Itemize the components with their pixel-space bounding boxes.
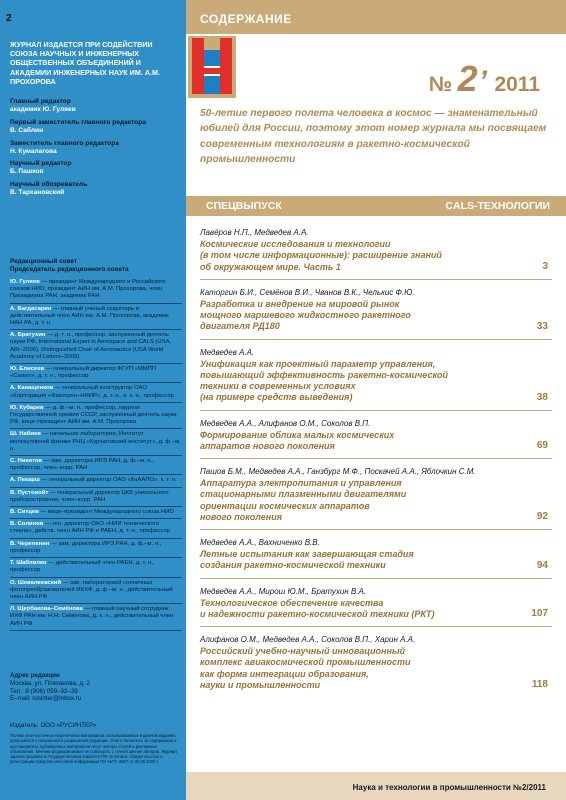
- council-member-desc: — зам. директора ИРЭ РАН, д. ф.–м. н., профессор: [10, 540, 162, 554]
- issue-num: 2: [457, 58, 478, 99]
- special-issue-label: СПЕЦВЫПУСК: [206, 200, 282, 212]
- article-title[interactable]: Унификация как проектный параметр управления, повышающий эффективность ракетно-космической техники в современных условиях (на примере средств выведения): [200, 358, 449, 403]
- council-member-desc: — ген. директор ОАО «НИИ технического стекла», действ. член АИН РФ и РАЕН, д. т. н., профессор: [10, 521, 170, 535]
- council-member: [10, 507, 182, 519]
- staff-entry: [10, 181, 182, 197]
- council-member: [10, 383, 182, 402]
- council-member: [10, 519, 182, 538]
- section-title: СОДЕРЖАНИЕ: [200, 12, 292, 26]
- article-authors: Каторгин Б.И., Семёнов В.И., Чванов В.К., Челькис Ф.Ю.: [200, 287, 415, 297]
- article-authors: Медведев А.А.: [200, 347, 255, 357]
- council-member: [10, 578, 182, 605]
- council-member-name: А. Канащенков: [10, 385, 54, 392]
- article-entry[interactable]: [200, 348, 552, 411]
- issue-year: 2011: [494, 73, 540, 96]
- article-title[interactable]: Летные испытания как завершающая стадия создания ракетно-космической техники: [200, 549, 414, 571]
- council-member-name: А. Братухин: [10, 332, 46, 339]
- council-member-name: А. Багдасарян: [10, 305, 52, 312]
- council-member-desc: — генеральный конструктор ОАО «Корпорация «Фазотрон–НИИР», д. т. н., к. э. н., профессор: [10, 385, 175, 399]
- article-title[interactable]: Аппаратура электропитания и управления стационарными плазменными двигателями ориентации космических аппаратов нового поколения: [200, 478, 407, 522]
- article-entry[interactable]: [200, 587, 552, 628]
- council-member-name: Ю. Гуляев: [10, 279, 40, 285]
- staff-name: В. Саблин: [10, 126, 44, 134]
- fine-print: Полное или частичное перепечатка материалов, использованных в данном издании, допускается с письменного разрешения редакции. Ответственность за содержание и достоверность публикуемых материалов несут авторы статей и рекламные объявления. Мнение редакции может не совпадать с точкой зрения авторов. Журнал зарегистрирован в Государственном комитете РФ по печати. Свидетельство о регистрации средства массовой информации ПИ №77–3887 от 30.06.2000 г.: [10, 733, 177, 765]
- article-list: [200, 228, 552, 705]
- council-member: [10, 304, 182, 331]
- council-member-name: Ш. Набиев: [10, 431, 41, 438]
- article-page-number[interactable]: 38: [536, 391, 548, 403]
- council-member: [10, 403, 182, 430]
- council-member: [10, 364, 182, 383]
- article-title[interactable]: Разработка и внедрение на мировой рынок мощного маршевого жидкостного ракетного двигателя РД180: [200, 298, 411, 332]
- intro-text: 50-летие первого полета человека в космос — знаменательный юбилей для России, поэтому этот номер журнала мы посвящаем современным технологиям в ракетно-космической промышленности: [200, 108, 547, 165]
- article-title[interactable]: Формирование облика малых космических аппаратов нового поколения: [200, 429, 395, 451]
- article-entry[interactable]: [200, 419, 552, 460]
- staff-entry: [10, 119, 182, 135]
- article-entry[interactable]: [200, 288, 552, 340]
- article-page-number[interactable]: 3: [542, 260, 548, 272]
- council-member: [10, 488, 182, 507]
- council-member-desc: — генеральный директор ОАО «КнААПО», к. т. н.: [39, 477, 177, 484]
- article-page-number[interactable]: 69: [536, 440, 548, 451]
- council-member-desc: — начальник лаборатории, Институт молекулярной физики РНЦ «Курчатовский институт», д. ф.–м. н.: [10, 431, 181, 452]
- council-member-name: Т. Шаблилко: [10, 560, 47, 567]
- council-member-desc: — действительный член РАЕН, д. т. н., профессор: [10, 560, 155, 574]
- council-member-name: Ю. Кубарев: [10, 404, 44, 411]
- masthead-text: ЖУРНАЛ ИЗДАЕТСЯ ПРИ СОДЕЙСТВИИ СОЮЗА НАУЧНЫХ И ИНЖЕНЕРНЫХ ОБЩЕСТВЕННЫХ ОБЪЕДИНЕНИЙ И АКАДЕМИИ ИНЖЕНЕРНЫХ НАУК ИМ. А.М. ПРОХОРОВА: [10, 40, 160, 86]
- article-page-number[interactable]: 33: [536, 320, 548, 332]
- council-member: [10, 539, 182, 558]
- council-member-name: В. Черепенин: [10, 540, 50, 547]
- council-member-desc: — генеральный директор ФГУП «ММПП «Салют», д. т. н., профессор: [10, 366, 157, 380]
- staff-name: академик Ю. Гуляев: [10, 105, 76, 113]
- article-entry[interactable]: [200, 635, 552, 697]
- editorial-staff: [10, 98, 182, 202]
- staff-name: Н. Кумалагова: [10, 147, 57, 155]
- article-title[interactable]: Российский учебно-научный инновационный комплекс авиакосмической промышленности как форма интеграции образования, науки и промышленности: [200, 646, 411, 690]
- article-entry[interactable]: [200, 538, 552, 579]
- staff-role: Главный редактор: [10, 98, 71, 105]
- address-title: Адрес редакции: [10, 672, 60, 679]
- issue-no-label: №: [428, 73, 453, 96]
- article-authors: Медведев А.А., Алифанов О.М., Соколов В.П.: [200, 418, 371, 428]
- staff-entry: [10, 140, 182, 156]
- page-number: 2: [6, 13, 12, 24]
- article-title[interactable]: Технологическое обеспечение качества и надежности ракетно-космической техники (РКТ): [200, 597, 435, 619]
- article-entry[interactable]: [200, 467, 552, 530]
- staff-entry: [10, 160, 182, 176]
- council-member-name: О. Шевалеевский: [10, 579, 62, 586]
- article-page-number[interactable]: 94: [536, 559, 548, 571]
- article-authors: Медведев А.А., Мирош Ю.М., Братухин В.А.: [200, 586, 367, 596]
- staff-name: В. Тархановский: [10, 189, 65, 197]
- council-member-name: С. Никитов: [10, 458, 42, 465]
- council-member-name: В. Солинов: [10, 521, 44, 528]
- council-member-desc: — генеральный директор ЦКБ уникального приборостроения, член–корр. РАН: [10, 489, 169, 503]
- staff-role: Научный редактор: [10, 160, 72, 168]
- address-phone: Тел.: 8 (906) 059–32–39: [10, 687, 78, 695]
- council-member: [10, 330, 182, 364]
- article-page-number[interactable]: 107: [531, 608, 548, 619]
- council-member-desc: — д. т. н., профессор, заслуженный деятель науки РФ, International Expert in Aerospace and CALS (USA, ABI–2006), Distinguished Chair of Aeronautics (USA World Academy of Letters–2009): [10, 332, 172, 360]
- council-member-desc: — вице–президент Международного союза НИО: [38, 509, 174, 516]
- address-email: E–mail: rusinter@inbox.ru: [10, 695, 82, 703]
- publisher: Издатель: ООО «РУСИНТЕР»: [10, 722, 97, 729]
- issue-number: [429, 58, 540, 100]
- council-member: [10, 456, 182, 475]
- address-street: Москва, ул. Плеханова, д. 2: [10, 679, 90, 687]
- journal-logo-icon: [188, 36, 236, 98]
- council-members: [10, 277, 182, 631]
- staff-entry: [10, 98, 182, 114]
- editorial-address: [10, 672, 182, 703]
- council-chair-heading: Председатель редакционного совета: [10, 266, 129, 273]
- staff-name: Б. Пашков: [10, 168, 44, 176]
- left-column: [0, 0, 186, 800]
- staff-role: Заместитель главного редактора: [10, 139, 119, 147]
- article-entry[interactable]: [200, 228, 552, 280]
- council-member-name: В. Пустовойт: [10, 489, 49, 496]
- council-member-desc: — главный ученый секретарь и действительный член АИН им. А.М. Прохорова, академик НАН РА, д. т. н.: [10, 305, 169, 327]
- article-authors: Пашов Б.М., Медведев А.А., Ганзбург М.Ф., Поскачей А.А., Яблочкин С.М.: [200, 467, 476, 476]
- council-member-desc: — главный научный сотрудник ИХФ РАН им. Н.Н. Семёнова, д. х. н., действительный член АИН РФ: [10, 606, 174, 627]
- article-authors: Алифанов О.М., Медведев А.А., Соколов В.П., Харин А.А.: [200, 635, 416, 644]
- article-authors: Лавёров Н.П., Медведев А.А.: [200, 228, 309, 237]
- article-page-number[interactable]: 118: [531, 679, 548, 690]
- special-topic-label: CALS-ТЕХНОЛОГИИ: [445, 200, 550, 212]
- council-member-desc: — зав. лабораторией солнечных фотопреобразователей ИБХФ, д. ф.–м. н., действительный член АИН РФ: [10, 579, 173, 600]
- council-member: [10, 475, 182, 487]
- council-member: [10, 277, 182, 304]
- staff-role: Научный обозреватель: [10, 181, 88, 189]
- council-member: [10, 604, 182, 631]
- editorial-council: [10, 258, 182, 631]
- council-member-name: В. Ситцев: [10, 509, 39, 516]
- council-heading: Редакционный совет: [10, 258, 78, 265]
- council-member: [10, 429, 182, 456]
- council-member-desc: — д. ф.–м. н., профессор, лауреат Государственной премии СССР, заслуженный деятель науки РФ, вице–президент АИН им. А.М. Прохорова: [10, 404, 177, 426]
- footer-text: Наука и технологии в промышленности №2/2011: [352, 783, 546, 792]
- article-page-number[interactable]: 92: [536, 511, 548, 522]
- council-member-name: Л. Щербакова–Семёнова: [10, 606, 83, 613]
- issue-separator: ’: [478, 65, 487, 98]
- council-member-name: А. Пекарш: [10, 477, 40, 484]
- council-member-desc: — зам. директора ИРЭ РАН, д. ф.–м. н., профессор, член–корр. РАН: [10, 458, 154, 472]
- staff-role: Первый заместитель главного редактора: [10, 118, 146, 126]
- council-member: [10, 558, 182, 577]
- article-authors: Медведев А.А., Вахниченко В.В.: [200, 538, 320, 547]
- council-member-name: Ю. Елисеев: [10, 366, 45, 373]
- council-member-desc: — президент Международного и Российского союзов НИО, президент АИН им. А.М. Прохорова, член Президиума РАН, академик РАН: [10, 279, 166, 300]
- article-title[interactable]: Космические исследования и технологии (в том числе информационные): расширение знаний об окружающем мире. Часть 1: [200, 239, 442, 272]
